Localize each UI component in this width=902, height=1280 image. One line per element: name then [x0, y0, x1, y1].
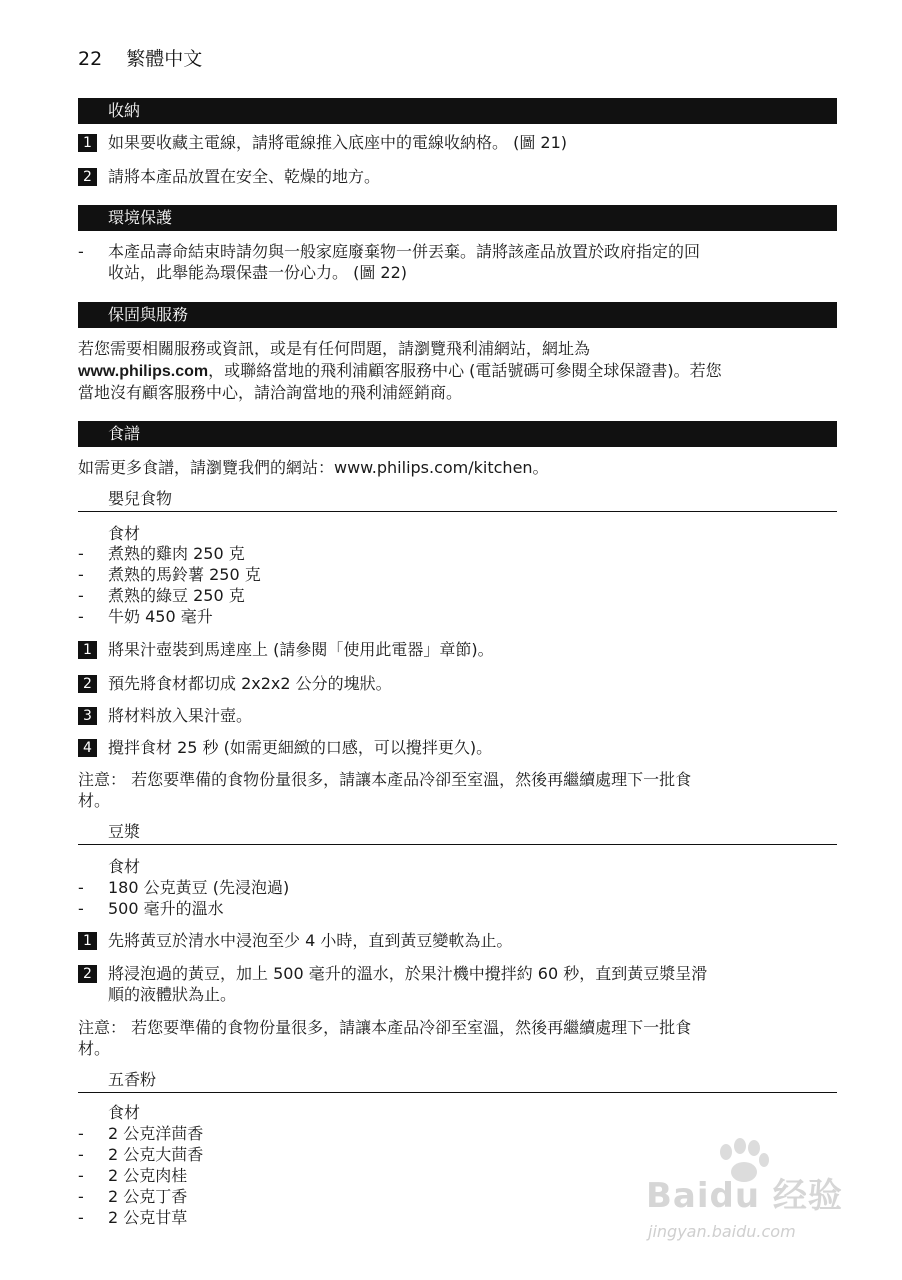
- ingredients-heading: 食材: [108, 1103, 141, 1122]
- ingredient-item: - 煮熟的馬鈴薯 250 克: [78, 565, 261, 584]
- section-title-warranty: 保固與服務: [78, 302, 837, 328]
- baby-step-4: [78, 737, 838, 758]
- baby-step-1: [78, 639, 838, 660]
- language-label: 繁體中文: [126, 48, 203, 70]
- soy-step-1: [78, 930, 838, 951]
- baby-note-line-1: 注意： 若您要準備的食物份量很多，請讓本產品冷卻至室溫，然後再繼續處理下一批食: [78, 770, 692, 789]
- step-number-badge: 1: [78, 134, 97, 152]
- step-text: 將果汁壺裝到馬達座上 (請參閱「使用此電器」章節)。: [108, 640, 494, 659]
- step-text: 請將本產品放置在安全、乾燥的地方。: [108, 167, 381, 186]
- baby-step-3: [78, 705, 838, 726]
- ingredient-item: - 2 公克大茴香: [78, 1145, 204, 1164]
- soy-note-line-2: 材。: [78, 1039, 111, 1058]
- subsection-title-soy-milk: 豆漿: [78, 821, 837, 845]
- section-title-environment: 環境保護: [78, 205, 837, 231]
- step-number-badge: 2: [78, 675, 97, 693]
- warranty-line-2: [78, 360, 838, 382]
- bullet-text-line2: 收站，此舉能為環保盡一份心力。 (圖 22): [108, 263, 408, 282]
- step-number-badge: 3: [78, 707, 97, 725]
- ingredient-item: - 2 公克肉桂: [78, 1166, 188, 1185]
- step-text-line1: 將浸泡過的黃豆，加上 500 毫升的溫水，於果汁機中攪拌約 60 秒，直到黃豆漿呈滑: [108, 964, 708, 983]
- step-text: 如果要收藏主電線，請將電線推入底座中的電線收納格。 (圖 21): [108, 133, 568, 152]
- recipes-intro: 如需更多食譜，請瀏覽我們的網站：www.philips.com/kitchen。: [78, 458, 549, 477]
- philips-website-link[interactable]: www.philips.com: [78, 363, 209, 380]
- subsection-title-five-spice: 五香粉: [78, 1069, 837, 1093]
- step-number-badge: 1: [78, 932, 97, 950]
- environment-bullet: [78, 241, 838, 283]
- subsection-title-baby-food: 嬰兒食物: [78, 488, 837, 512]
- warranty-line-2-rest: ，或聯絡當地的飛利浦顧客服務中心 (電話號碼可參閱全球保證書)。若您: [208, 361, 722, 380]
- ingredient-item: - 2 公克丁香: [78, 1187, 188, 1206]
- ingredient-item: - 2 公克甘草: [78, 1208, 188, 1227]
- storage-step-1: [78, 132, 838, 153]
- step-number-badge: 2: [78, 168, 97, 186]
- bullet-dash: -: [78, 242, 84, 261]
- baby-step-2: [78, 673, 838, 694]
- ingredient-item: - 牛奶 450 毫升: [78, 607, 213, 626]
- section-title-recipes: 食譜: [78, 421, 837, 447]
- storage-step-2: [78, 166, 838, 187]
- ingredient-item: - 煮熟的雞肉 250 克: [78, 544, 245, 563]
- step-text: 先將黃豆於清水中浸泡至少 4 小時，直到黃豆變軟為止。: [108, 931, 513, 950]
- step-number-badge: 4: [78, 739, 97, 757]
- watermark-logo: Baidu 经验: [646, 1176, 843, 1216]
- ingredient-item: - 180 公克黃豆 (先浸泡過): [78, 878, 290, 897]
- watermark-url: jingyan.baidu.com: [648, 1222, 796, 1241]
- step-number-badge: 1: [78, 641, 97, 659]
- soy-step-2: [78, 963, 838, 1005]
- ingredient-item: - 500 毫升的溫水: [78, 899, 224, 918]
- ingredient-item: - 煮熟的綠豆 250 克: [78, 586, 245, 605]
- step-text: 將材料放入果汁壺。: [108, 706, 253, 725]
- step-text-line2: 順的液體狀為止。: [108, 985, 237, 1004]
- soy-note-line-1: 注意： 若您要準備的食物份量很多，請讓本產品冷卻至室溫，然後再繼續處理下一批食: [78, 1018, 692, 1037]
- baby-note-line-2: 材。: [78, 791, 111, 810]
- ingredients-heading: 食材: [108, 857, 141, 876]
- baidu-watermark: [640, 1138, 850, 1248]
- step-text: 預先將食材都切成 2x2x2 公分的塊狀。: [108, 674, 392, 693]
- step-number-badge: 2: [78, 965, 97, 983]
- bullet-text-line1: 本產品壽命結束時請勿與一般家庭廢棄物一併丟棄。請將該產品放置於政府指定的回: [108, 242, 701, 261]
- warranty-line-1: 若您需要相關服務或資訊，或是有任何問題，請瀏覽飛利浦網站，網址為: [78, 339, 591, 358]
- section-title-storage: 收納: [78, 98, 837, 124]
- step-text: 攪拌食材 25 秒 (如需更細緻的口感，可以攪拌更久)。: [108, 738, 493, 757]
- page-number: 22: [78, 48, 103, 70]
- ingredients-heading: 食材: [108, 524, 141, 543]
- ingredient-item: - 2 公克洋茴香: [78, 1124, 204, 1143]
- page-header: [78, 44, 202, 71]
- warranty-line-3: 當地沒有顧客服務中心，請洽詢當地的飛利浦經銷商。: [78, 383, 463, 402]
